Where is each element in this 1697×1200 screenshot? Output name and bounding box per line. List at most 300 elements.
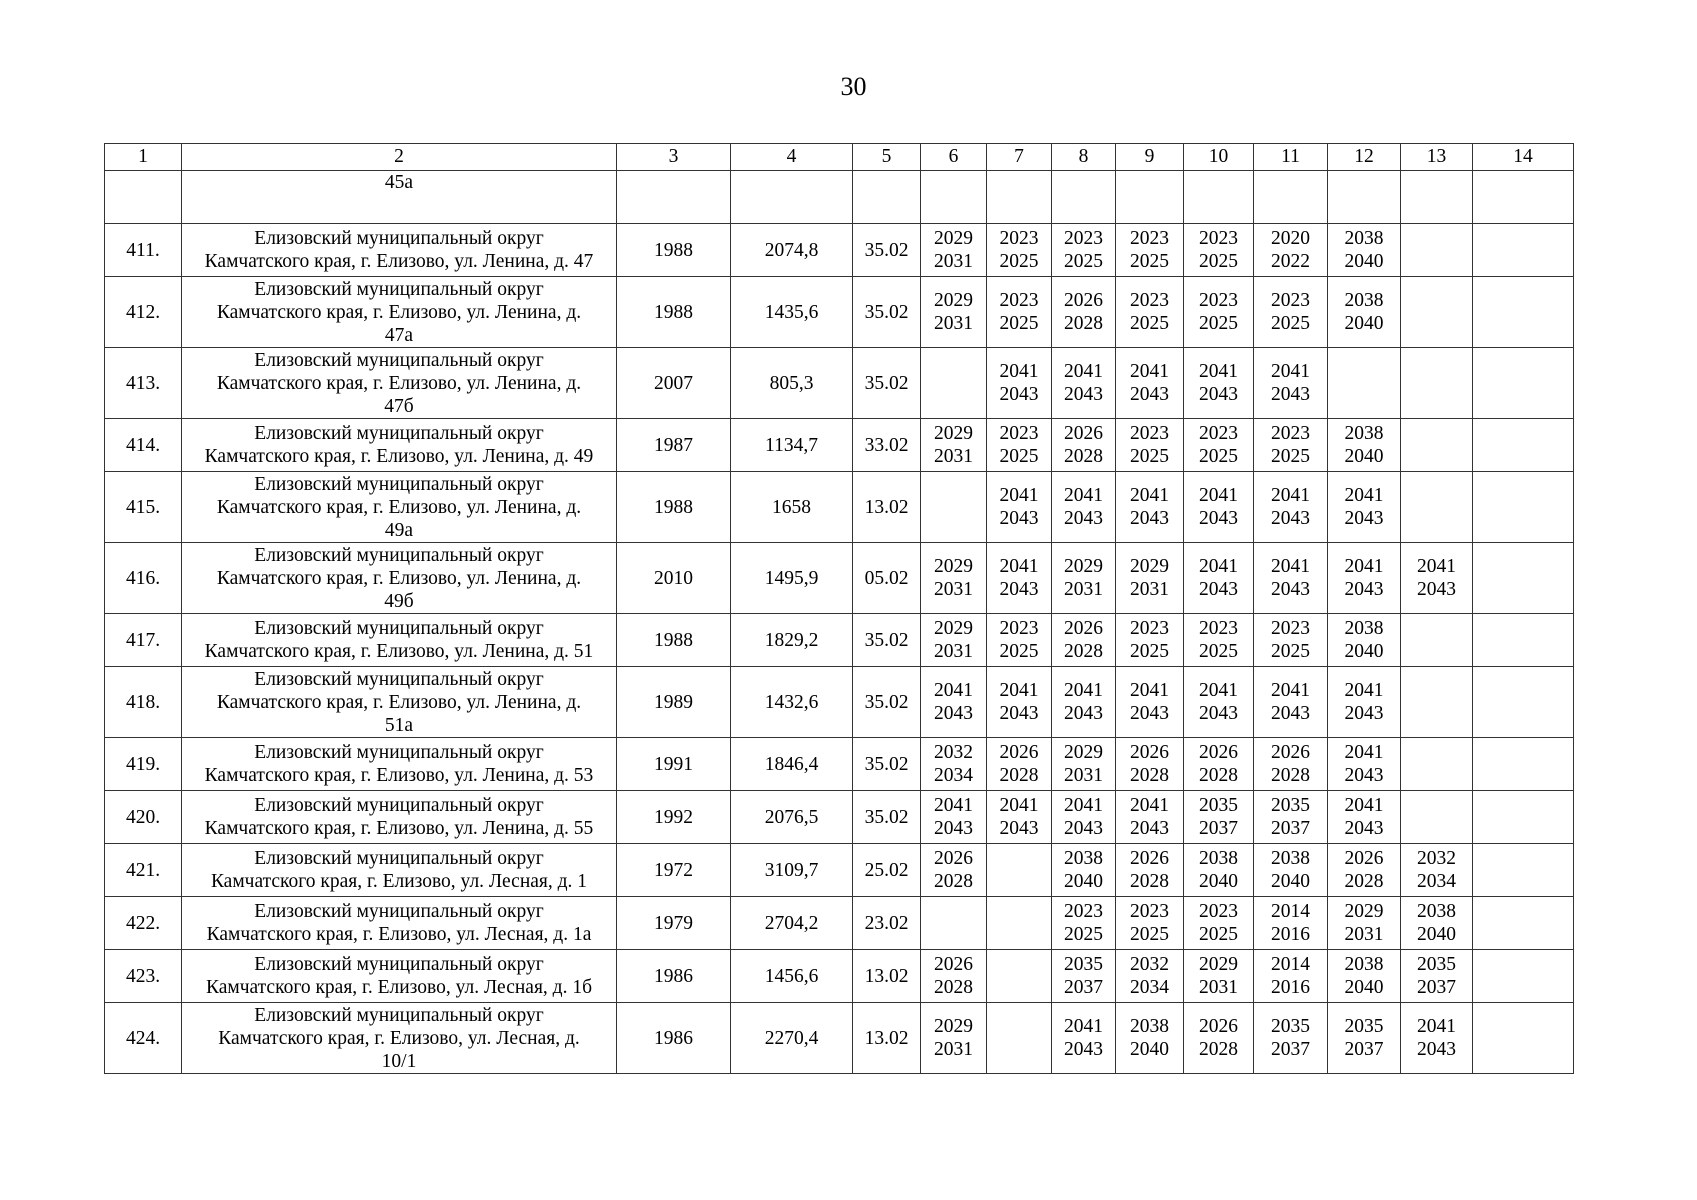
- year-cell: 2010: [617, 543, 731, 614]
- period-year: 2023: [1064, 228, 1103, 249]
- period-cell: [1184, 738, 1254, 791]
- column-header: 12: [1328, 144, 1401, 171]
- period-year: 2040: [1199, 871, 1238, 892]
- address-cell: [182, 472, 617, 543]
- period-cell: [1473, 472, 1574, 543]
- period-cell: [987, 419, 1052, 472]
- period-cell: [1254, 1003, 1328, 1074]
- code-cell: 13.02: [853, 950, 921, 1003]
- period-year: 2038: [1344, 954, 1384, 975]
- period-year: 2041: [1417, 1016, 1456, 1037]
- address-cell: [182, 791, 617, 844]
- area-cell: 1829,2: [731, 614, 853, 667]
- period-year: 2037: [1344, 1039, 1384, 1060]
- period-cell: [1328, 419, 1401, 472]
- period-year: 2031: [1199, 977, 1238, 998]
- period-cell: [1401, 472, 1473, 543]
- period-year: 2025: [999, 446, 1039, 467]
- period-year: 2043: [1064, 384, 1103, 405]
- period-year: 2028: [1199, 1039, 1238, 1060]
- period-year: 2041: [1199, 556, 1238, 577]
- period-year: 2029: [1199, 954, 1238, 975]
- period-year: 2043: [1271, 384, 1310, 405]
- period-cell: [1184, 897, 1254, 950]
- address-line: Елизовский муниципальный округ: [254, 901, 544, 922]
- period-year: 2025: [999, 251, 1039, 272]
- row-number-cell: 417.: [105, 614, 182, 667]
- period-cell: [987, 171, 1052, 224]
- period-year: 2025: [1199, 641, 1238, 662]
- period-cell: [1328, 277, 1401, 348]
- period-cell: [1328, 543, 1401, 614]
- period-year: 2023: [999, 228, 1039, 249]
- period-cell: [1116, 348, 1184, 419]
- period-cell: [1052, 543, 1116, 614]
- period-cell: [1401, 171, 1473, 224]
- address-line: 10/1: [381, 1050, 417, 1072]
- period-year: 2038: [1417, 901, 1456, 922]
- address-line: Камчатского края, г. Елизово, ул. Ленина, д. 47: [204, 251, 594, 272]
- period-cell: [1328, 171, 1401, 224]
- address-cell: [182, 277, 617, 348]
- period-cell: [921, 224, 987, 277]
- address-line: 51а: [384, 714, 414, 736]
- period-cell: [1328, 844, 1401, 897]
- period-cell: [1116, 950, 1184, 1003]
- period-cell: [1328, 738, 1401, 791]
- period-year: 2023: [1199, 290, 1238, 311]
- code-cell: 13.02: [853, 1003, 921, 1074]
- period-year: 2023: [1130, 290, 1169, 311]
- address-cell: [182, 348, 617, 419]
- period-cell: [1254, 738, 1328, 791]
- period-year: 2026: [1064, 618, 1103, 639]
- period-year: 2043: [1271, 579, 1310, 600]
- period-year: 2025: [1130, 446, 1169, 467]
- period-cell: [1184, 277, 1254, 348]
- period-cell: [1254, 277, 1328, 348]
- table-row: [105, 897, 1574, 950]
- period-cell: [1052, 738, 1116, 791]
- period-year: 2028: [1199, 765, 1238, 786]
- period-year: 2041: [999, 795, 1039, 816]
- period-year: 2043: [934, 818, 973, 839]
- row-number-cell: 414.: [105, 419, 182, 472]
- period-year: 2031: [934, 579, 973, 600]
- period-cell: [1254, 897, 1328, 950]
- row-number-cell: 419.: [105, 738, 182, 791]
- period-year: 2038: [1344, 618, 1384, 639]
- period-cell: [1052, 348, 1116, 419]
- period-year: 2028: [1271, 765, 1310, 786]
- period-year: 2025: [999, 313, 1039, 334]
- period-year: 2025: [1130, 251, 1169, 272]
- period-cell: [1328, 791, 1401, 844]
- period-cell: [1052, 950, 1116, 1003]
- address-cell: [182, 844, 617, 897]
- period-year: 2043: [1344, 765, 1384, 786]
- period-year: 2043: [1130, 818, 1169, 839]
- period-year: 2035: [1199, 795, 1238, 816]
- period-cell: [987, 844, 1052, 897]
- period-year: 2041: [1271, 361, 1310, 382]
- period-cell: [1052, 667, 1116, 738]
- period-year: 2025: [1130, 924, 1169, 945]
- period-cell: [987, 667, 1052, 738]
- period-year: 2031: [934, 251, 973, 272]
- period-cell: [1184, 1003, 1254, 1074]
- period-year: 2043: [1064, 818, 1103, 839]
- period-cell: [1328, 667, 1401, 738]
- period-cell: [987, 614, 1052, 667]
- period-year: 2016: [1271, 977, 1310, 998]
- period-cell: [1328, 224, 1401, 277]
- period-year: 2025: [1271, 641, 1310, 662]
- address-line: Камчатского края, г. Елизово, ул. Ленина, д. 55: [204, 818, 594, 839]
- period-cell: [1116, 897, 1184, 950]
- period-cell: [1401, 1003, 1473, 1074]
- period-year: 2035: [1271, 795, 1310, 816]
- row-number-cell: 415.: [105, 472, 182, 543]
- code-cell: [853, 171, 921, 224]
- period-cell: [1184, 543, 1254, 614]
- row-number-cell: 420.: [105, 791, 182, 844]
- address-line: Елизовский муниципальный округ: [254, 668, 544, 690]
- area-cell: 2074,8: [731, 224, 853, 277]
- period-year: 2043: [1344, 818, 1384, 839]
- period-year: 2035: [1417, 954, 1456, 975]
- period-year: 2023: [999, 423, 1039, 444]
- address-line: Елизовский муниципальный округ: [254, 228, 544, 249]
- column-header: 3: [617, 144, 731, 171]
- year-cell: 1979: [617, 897, 731, 950]
- period-year: 2043: [1199, 703, 1238, 724]
- period-cell: [1473, 738, 1574, 791]
- period-year: 2041: [934, 795, 973, 816]
- period-year: 2043: [1064, 508, 1103, 529]
- address-line: Камчатского края, г. Елизово, ул. Ленина, д.: [216, 372, 582, 394]
- table-row: [105, 472, 1574, 543]
- row-number-cell: 422.: [105, 897, 182, 950]
- period-year: 2029: [1344, 901, 1384, 922]
- period-year: 2040: [1344, 313, 1384, 334]
- period-cell: [987, 224, 1052, 277]
- address-line: Елизовский муниципальный округ: [254, 742, 544, 763]
- period-year: 2023: [1064, 901, 1103, 922]
- area-cell: 1134,7: [731, 419, 853, 472]
- period-year: 2040: [1344, 641, 1384, 662]
- period-year: 2026: [999, 742, 1039, 763]
- period-year: 2041: [1064, 485, 1103, 506]
- year-cell: [617, 171, 731, 224]
- address-cell: [182, 667, 617, 738]
- period-year: 2026: [1344, 848, 1384, 869]
- period-year: 2025: [1130, 313, 1169, 334]
- period-year: 2041: [1130, 485, 1169, 506]
- period-year: 2043: [934, 703, 973, 724]
- period-cell: [921, 348, 987, 419]
- period-cell: [921, 667, 987, 738]
- period-cell: [1401, 277, 1473, 348]
- period-cell: [1401, 667, 1473, 738]
- period-cell: [1052, 224, 1116, 277]
- code-cell: 13.02: [853, 472, 921, 543]
- table-row: [105, 224, 1574, 277]
- period-year: 2023: [1130, 423, 1169, 444]
- address-cell: [182, 419, 617, 472]
- period-cell: [921, 171, 987, 224]
- year-cell: 1972: [617, 844, 731, 897]
- column-header: 10: [1184, 144, 1254, 171]
- period-cell: [1473, 667, 1574, 738]
- period-cell: [1401, 543, 1473, 614]
- period-year: 2038: [1344, 228, 1384, 249]
- address-line: 45а: [384, 172, 414, 193]
- period-cell: [921, 738, 987, 791]
- period-cell: [1052, 171, 1116, 224]
- period-cell: [1473, 1003, 1574, 1074]
- period-year: 2041: [1199, 680, 1238, 701]
- period-year: 2032: [1417, 848, 1456, 869]
- period-year: 2023: [1130, 228, 1169, 249]
- year-cell: 1988: [617, 472, 731, 543]
- area-cell: 1495,9: [731, 543, 853, 614]
- period-cell: [987, 1003, 1052, 1074]
- area-cell: 805,3: [731, 348, 853, 419]
- column-header: 1: [105, 144, 182, 171]
- period-year: 2043: [1064, 703, 1103, 724]
- period-year: 2023: [1130, 901, 1169, 922]
- area-cell: 2076,5: [731, 791, 853, 844]
- period-cell: [1473, 614, 1574, 667]
- period-cell: [921, 419, 987, 472]
- address-line: Елизовский муниципальный округ: [254, 473, 544, 495]
- period-year: 2041: [999, 680, 1039, 701]
- period-cell: [1184, 950, 1254, 1003]
- period-cell: [1328, 1003, 1401, 1074]
- period-year: 2026: [1199, 1016, 1238, 1037]
- period-cell: [1116, 1003, 1184, 1074]
- period-year: 2026: [1064, 290, 1103, 311]
- period-cell: [1254, 844, 1328, 897]
- column-header: 5: [853, 144, 921, 171]
- period-year: 2029: [1130, 556, 1169, 577]
- period-cell: [1401, 844, 1473, 897]
- period-year: 2038: [1064, 848, 1103, 869]
- period-year: 2043: [999, 703, 1039, 724]
- period-cell: [1254, 171, 1328, 224]
- period-year: 2037: [1064, 977, 1103, 998]
- period-cell: [1328, 348, 1401, 419]
- period-year: 2031: [1130, 579, 1169, 600]
- column-header: 11: [1254, 144, 1328, 171]
- period-year: 2041: [1344, 556, 1384, 577]
- year-cell: 1986: [617, 950, 731, 1003]
- period-year: 2026: [1130, 742, 1169, 763]
- address-line: Камчатского края, г. Елизово, ул. Ленина, д.: [216, 567, 582, 589]
- period-year: 2041: [1064, 795, 1103, 816]
- period-cell: [1401, 348, 1473, 419]
- period-cell: [1184, 614, 1254, 667]
- period-year: 2029: [1064, 742, 1103, 763]
- row-number-cell: 416.: [105, 543, 182, 614]
- address-line: Камчатского края, г. Елизово, ул. Ленина, д.: [216, 691, 582, 713]
- period-year: 2041: [1064, 680, 1103, 701]
- address-cell: [182, 1003, 617, 1074]
- period-cell: [1052, 897, 1116, 950]
- period-year: 2043: [1130, 384, 1169, 405]
- period-year: 2041: [1417, 556, 1456, 577]
- period-cell: [1116, 543, 1184, 614]
- period-year: 2043: [1417, 579, 1456, 600]
- period-cell: [1473, 419, 1574, 472]
- period-cell: [1254, 667, 1328, 738]
- area-cell: 3109,7: [731, 844, 853, 897]
- period-year: 2043: [999, 579, 1039, 600]
- period-cell: [921, 950, 987, 1003]
- period-year: 2029: [934, 618, 973, 639]
- column-header: 8: [1052, 144, 1116, 171]
- period-year: 2038: [1130, 1016, 1169, 1037]
- address-line: Камчатского края, г. Елизово, ул. Ленина, д.: [216, 301, 582, 323]
- period-year: 2041: [934, 680, 973, 701]
- table-row: [105, 667, 1574, 738]
- period-year: 2040: [1064, 871, 1103, 892]
- address-cell: [182, 614, 617, 667]
- period-year: 2043: [999, 818, 1039, 839]
- period-year: 2029: [934, 1016, 973, 1037]
- period-year: 2040: [1344, 251, 1384, 272]
- address-line: Камчатского края, г. Елизово, ул. Ленина, д.: [216, 496, 582, 518]
- period-year: 2043: [1199, 384, 1238, 405]
- period-year: 2029: [934, 556, 973, 577]
- period-year: 2014: [1271, 901, 1310, 922]
- year-cell: 1989: [617, 667, 731, 738]
- address-line: Елизовский муниципальный округ: [254, 278, 544, 300]
- period-year: 2023: [999, 290, 1039, 311]
- period-cell: [1401, 419, 1473, 472]
- period-year: 2043: [1130, 703, 1169, 724]
- address-line: 47а: [384, 324, 414, 346]
- period-cell: [1254, 614, 1328, 667]
- period-year: 2041: [1344, 795, 1384, 816]
- period-year: 2025: [1199, 924, 1238, 945]
- address-line: Елизовский муниципальный округ: [254, 423, 544, 444]
- year-cell: 1986: [617, 1003, 731, 1074]
- area-cell: 2704,2: [731, 897, 853, 950]
- period-year: 2028: [999, 765, 1039, 786]
- period-year: 2031: [934, 313, 973, 334]
- period-year: 2028: [1130, 871, 1169, 892]
- period-cell: [1184, 419, 1254, 472]
- code-cell: 35.02: [853, 348, 921, 419]
- period-year: 2026: [1199, 742, 1238, 763]
- period-year: 2028: [934, 977, 973, 998]
- table-row: [105, 419, 1574, 472]
- code-cell: 05.02: [853, 543, 921, 614]
- header-row: [105, 144, 1574, 171]
- period-cell: [921, 791, 987, 844]
- column-header: 4: [731, 144, 853, 171]
- period-cell: [1473, 277, 1574, 348]
- period-year: 2041: [999, 485, 1039, 506]
- column-header: 6: [921, 144, 987, 171]
- period-cell: [1254, 472, 1328, 543]
- period-cell: [921, 897, 987, 950]
- period-cell: [1184, 791, 1254, 844]
- period-cell: [1184, 667, 1254, 738]
- period-year: 2040: [1344, 446, 1384, 467]
- year-cell: 1987: [617, 419, 731, 472]
- period-year: 2041: [1344, 742, 1384, 763]
- period-year: 2031: [934, 446, 973, 467]
- row-number-cell: 424.: [105, 1003, 182, 1074]
- address-line: Камчатского края, г. Елизово, ул. Ленина, д. 51: [204, 641, 594, 662]
- period-year: 2043: [1344, 703, 1384, 724]
- code-cell: 35.02: [853, 791, 921, 844]
- period-cell: [1401, 950, 1473, 1003]
- period-year: 2041: [1130, 361, 1169, 382]
- table-row: [105, 614, 1574, 667]
- period-cell: [1116, 738, 1184, 791]
- address-cell: [182, 543, 617, 614]
- period-cell: [1116, 667, 1184, 738]
- period-cell: [1116, 472, 1184, 543]
- period-year: 2041: [1199, 361, 1238, 382]
- period-year: 2041: [1271, 680, 1310, 701]
- period-year: 2038: [1199, 848, 1238, 869]
- period-year: 2023: [1199, 423, 1238, 444]
- period-year: 2028: [1064, 641, 1103, 662]
- period-cell: [921, 1003, 987, 1074]
- period-year: 2038: [1344, 290, 1384, 311]
- period-year: 2037: [1199, 818, 1238, 839]
- period-cell: [987, 543, 1052, 614]
- row-number-cell: 418.: [105, 667, 182, 738]
- period-year: 2037: [1417, 977, 1456, 998]
- period-year: 2032: [1130, 954, 1169, 975]
- area-cell: 1456,6: [731, 950, 853, 1003]
- area-cell: 1658: [731, 472, 853, 543]
- address-line: Елизовский муниципальный округ: [254, 1004, 544, 1026]
- period-cell: [1052, 614, 1116, 667]
- period-cell: [1052, 791, 1116, 844]
- table-body: [105, 171, 1574, 1074]
- period-cell: [987, 897, 1052, 950]
- period-year: 2040: [1271, 871, 1310, 892]
- area-cell: [731, 171, 853, 224]
- period-year: 2043: [1064, 1039, 1103, 1060]
- table-row: [105, 348, 1574, 419]
- period-cell: [1473, 543, 1574, 614]
- row-number-cell: 411.: [105, 224, 182, 277]
- table-row: [105, 543, 1574, 614]
- period-cell: [1052, 277, 1116, 348]
- period-cell: [1184, 224, 1254, 277]
- period-cell: [1254, 419, 1328, 472]
- period-year: 2028: [1064, 313, 1103, 334]
- period-year: 2014: [1271, 954, 1310, 975]
- code-cell: 35.02: [853, 738, 921, 791]
- period-year: 2029: [934, 228, 973, 249]
- address-line: Камчатского края, г. Елизово, ул. Лесная, д. 1а: [206, 924, 592, 945]
- period-year: 2031: [1344, 924, 1384, 945]
- period-year: 2043: [1344, 508, 1384, 529]
- period-year: 2026: [934, 954, 973, 975]
- period-year: 2028: [934, 871, 973, 892]
- row-number-cell: 412.: [105, 277, 182, 348]
- period-year: 2041: [999, 556, 1039, 577]
